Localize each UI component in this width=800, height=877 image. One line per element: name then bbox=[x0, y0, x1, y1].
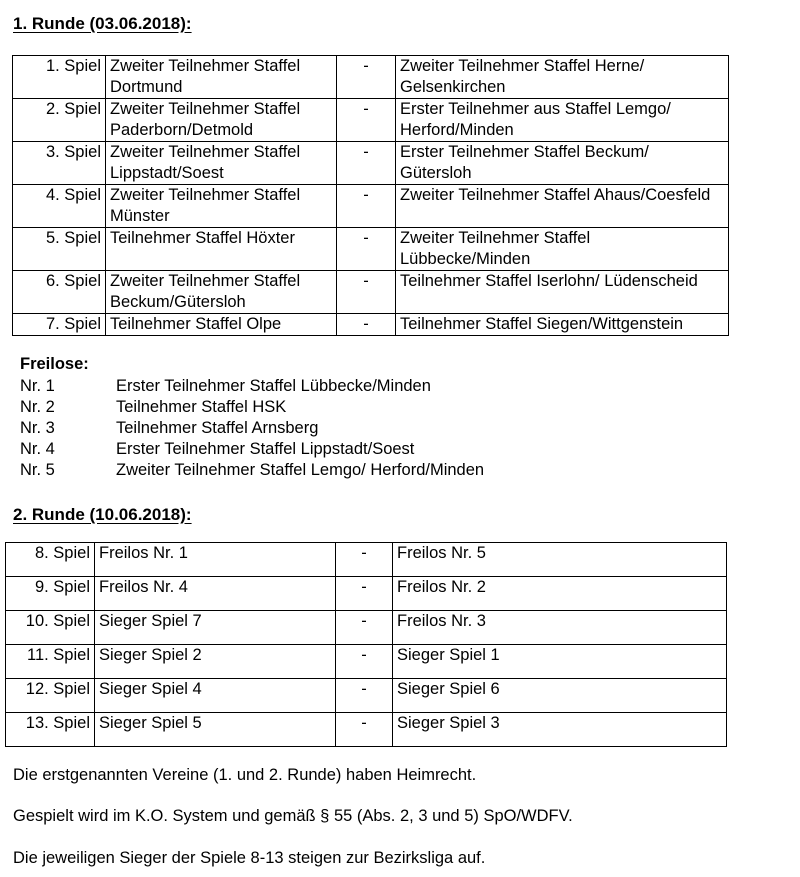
home-team: Sieger Spiel 2 bbox=[95, 645, 336, 679]
match-row bbox=[6, 645, 727, 679]
match-number: 10. Spiel bbox=[6, 611, 95, 645]
match-number: 2. Spiel bbox=[13, 99, 106, 142]
home-team: Teilnehmer Staffel Höxter bbox=[106, 228, 337, 271]
freilose-item bbox=[20, 439, 484, 460]
match-row bbox=[13, 99, 729, 142]
match-separator: - bbox=[337, 56, 396, 99]
home-team: Zweiter Teilnehmer Staffel Münster bbox=[106, 185, 337, 228]
home-team: Zweiter Teilnehmer Staffel Dortmund bbox=[106, 56, 337, 99]
freilose-number: Nr. 5 bbox=[20, 461, 55, 479]
away-team: Teilnehmer Staffel Siegen/Wittgenstein bbox=[396, 314, 729, 336]
match-row bbox=[13, 56, 729, 99]
note-home-right: Die erstgenannten Vereine (1. und 2. Runde) haben Heimrecht. bbox=[13, 766, 477, 784]
match-row bbox=[13, 228, 729, 271]
freilose-text: Teilnehmer Staffel Arnsberg bbox=[116, 419, 319, 437]
away-team: Zweiter Teilnehmer Staffel Lübbecke/Minden bbox=[396, 228, 729, 271]
freilose-text: Erster Teilnehmer Staffel Lippstadt/Soest bbox=[116, 440, 415, 458]
match-number: 8. Spiel bbox=[6, 543, 95, 577]
home-team: Freilos Nr. 4 bbox=[95, 577, 336, 611]
home-team: Sieger Spiel 7 bbox=[95, 611, 336, 645]
freilose-item bbox=[20, 397, 484, 418]
match-row bbox=[13, 142, 729, 185]
round1-table bbox=[12, 55, 729, 336]
match-separator: - bbox=[337, 271, 396, 314]
match-number: 7. Spiel bbox=[13, 314, 106, 336]
match-number: 3. Spiel bbox=[13, 142, 106, 185]
match-number: 1. Spiel bbox=[13, 56, 106, 99]
match-row bbox=[6, 713, 727, 747]
match-separator: - bbox=[336, 713, 393, 747]
match-separator: - bbox=[336, 577, 393, 611]
round2-rows bbox=[6, 543, 727, 747]
match-number: 6. Spiel bbox=[13, 271, 106, 314]
freilose-number: Nr. 1 bbox=[20, 377, 55, 395]
freilose-list bbox=[20, 376, 484, 481]
away-team: Freilos Nr. 3 bbox=[393, 611, 727, 645]
match-separator: - bbox=[337, 228, 396, 271]
match-row bbox=[6, 543, 727, 577]
match-row bbox=[13, 314, 729, 336]
match-number: 9. Spiel bbox=[6, 577, 95, 611]
away-team: Freilos Nr. 5 bbox=[393, 543, 727, 577]
freilose-title: Freilose: bbox=[20, 355, 89, 373]
round2-table bbox=[5, 542, 727, 747]
away-team: Teilnehmer Staffel Iserlohn/ Lüdenscheid bbox=[396, 271, 729, 314]
home-team: Teilnehmer Staffel Olpe bbox=[106, 314, 337, 336]
match-separator: - bbox=[336, 611, 393, 645]
away-team: Erster Teilnehmer aus Staffel Lemgo/ Herford/Minden bbox=[396, 99, 729, 142]
match-number: 13. Spiel bbox=[6, 713, 95, 747]
match-number: 11. Spiel bbox=[6, 645, 95, 679]
freilose-number: Nr. 2 bbox=[20, 398, 55, 416]
freilose-text: Erster Teilnehmer Staffel Lübbecke/Minden bbox=[116, 377, 431, 395]
match-row bbox=[13, 185, 729, 228]
match-separator: - bbox=[337, 185, 396, 228]
match-row bbox=[6, 679, 727, 713]
freilose-item bbox=[20, 418, 484, 439]
match-separator: - bbox=[336, 679, 393, 713]
away-team: Zweiter Teilnehmer Staffel Herne/ Gelsenkirchen bbox=[396, 56, 729, 99]
freilose-item bbox=[20, 376, 484, 397]
away-team: Sieger Spiel 3 bbox=[393, 713, 727, 747]
home-team: Sieger Spiel 4 bbox=[95, 679, 336, 713]
freilose-number: Nr. 4 bbox=[20, 440, 55, 458]
away-team: Zweiter Teilnehmer Staffel Ahaus/Coesfeld bbox=[396, 185, 729, 228]
match-separator: - bbox=[337, 99, 396, 142]
match-row bbox=[6, 577, 727, 611]
home-team: Zweiter Teilnehmer Staffel Lippstadt/Soest bbox=[106, 142, 337, 185]
home-team: Sieger Spiel 5 bbox=[95, 713, 336, 747]
round2-heading: 2. Runde (10.06.2018): bbox=[13, 505, 192, 524]
match-separator: - bbox=[336, 543, 393, 577]
away-team: Sieger Spiel 1 bbox=[393, 645, 727, 679]
away-team: Sieger Spiel 6 bbox=[393, 679, 727, 713]
freilose-text: Teilnehmer Staffel HSK bbox=[116, 398, 287, 416]
away-team: Freilos Nr. 2 bbox=[393, 577, 727, 611]
round1-rows bbox=[13, 56, 729, 336]
freilose-text: Zweiter Teilnehmer Staffel Lemgo/ Herford/Minden bbox=[116, 461, 485, 479]
round1-heading: 1. Runde (03.06.2018): bbox=[13, 14, 192, 33]
match-separator: - bbox=[337, 314, 396, 336]
home-team: Zweiter Teilnehmer Staffel Paderborn/Detmold bbox=[106, 99, 337, 142]
home-team: Freilos Nr. 1 bbox=[95, 543, 336, 577]
match-number: 4. Spiel bbox=[13, 185, 106, 228]
note-promotion: Die jeweiligen Sieger der Spiele 8-13 steigen zur Bezirksliga auf. bbox=[13, 849, 486, 867]
freilose-item bbox=[20, 460, 484, 481]
match-row bbox=[13, 271, 729, 314]
match-row bbox=[6, 611, 727, 645]
home-team: Zweiter Teilnehmer Staffel Beckum/Gütersloh bbox=[106, 271, 337, 314]
freilose-number: Nr. 3 bbox=[20, 419, 55, 437]
match-number: 5. Spiel bbox=[13, 228, 106, 271]
note-ko-system: Gespielt wird im K.O. System und gemäß § 55 (Abs. 2, 3 und 5) SpO/WDFV. bbox=[13, 807, 573, 825]
away-team: Erster Teilnehmer Staffel Beckum/ Gütersloh bbox=[396, 142, 729, 185]
match-separator: - bbox=[337, 142, 396, 185]
match-separator: - bbox=[336, 645, 393, 679]
match-number: 12. Spiel bbox=[6, 679, 95, 713]
